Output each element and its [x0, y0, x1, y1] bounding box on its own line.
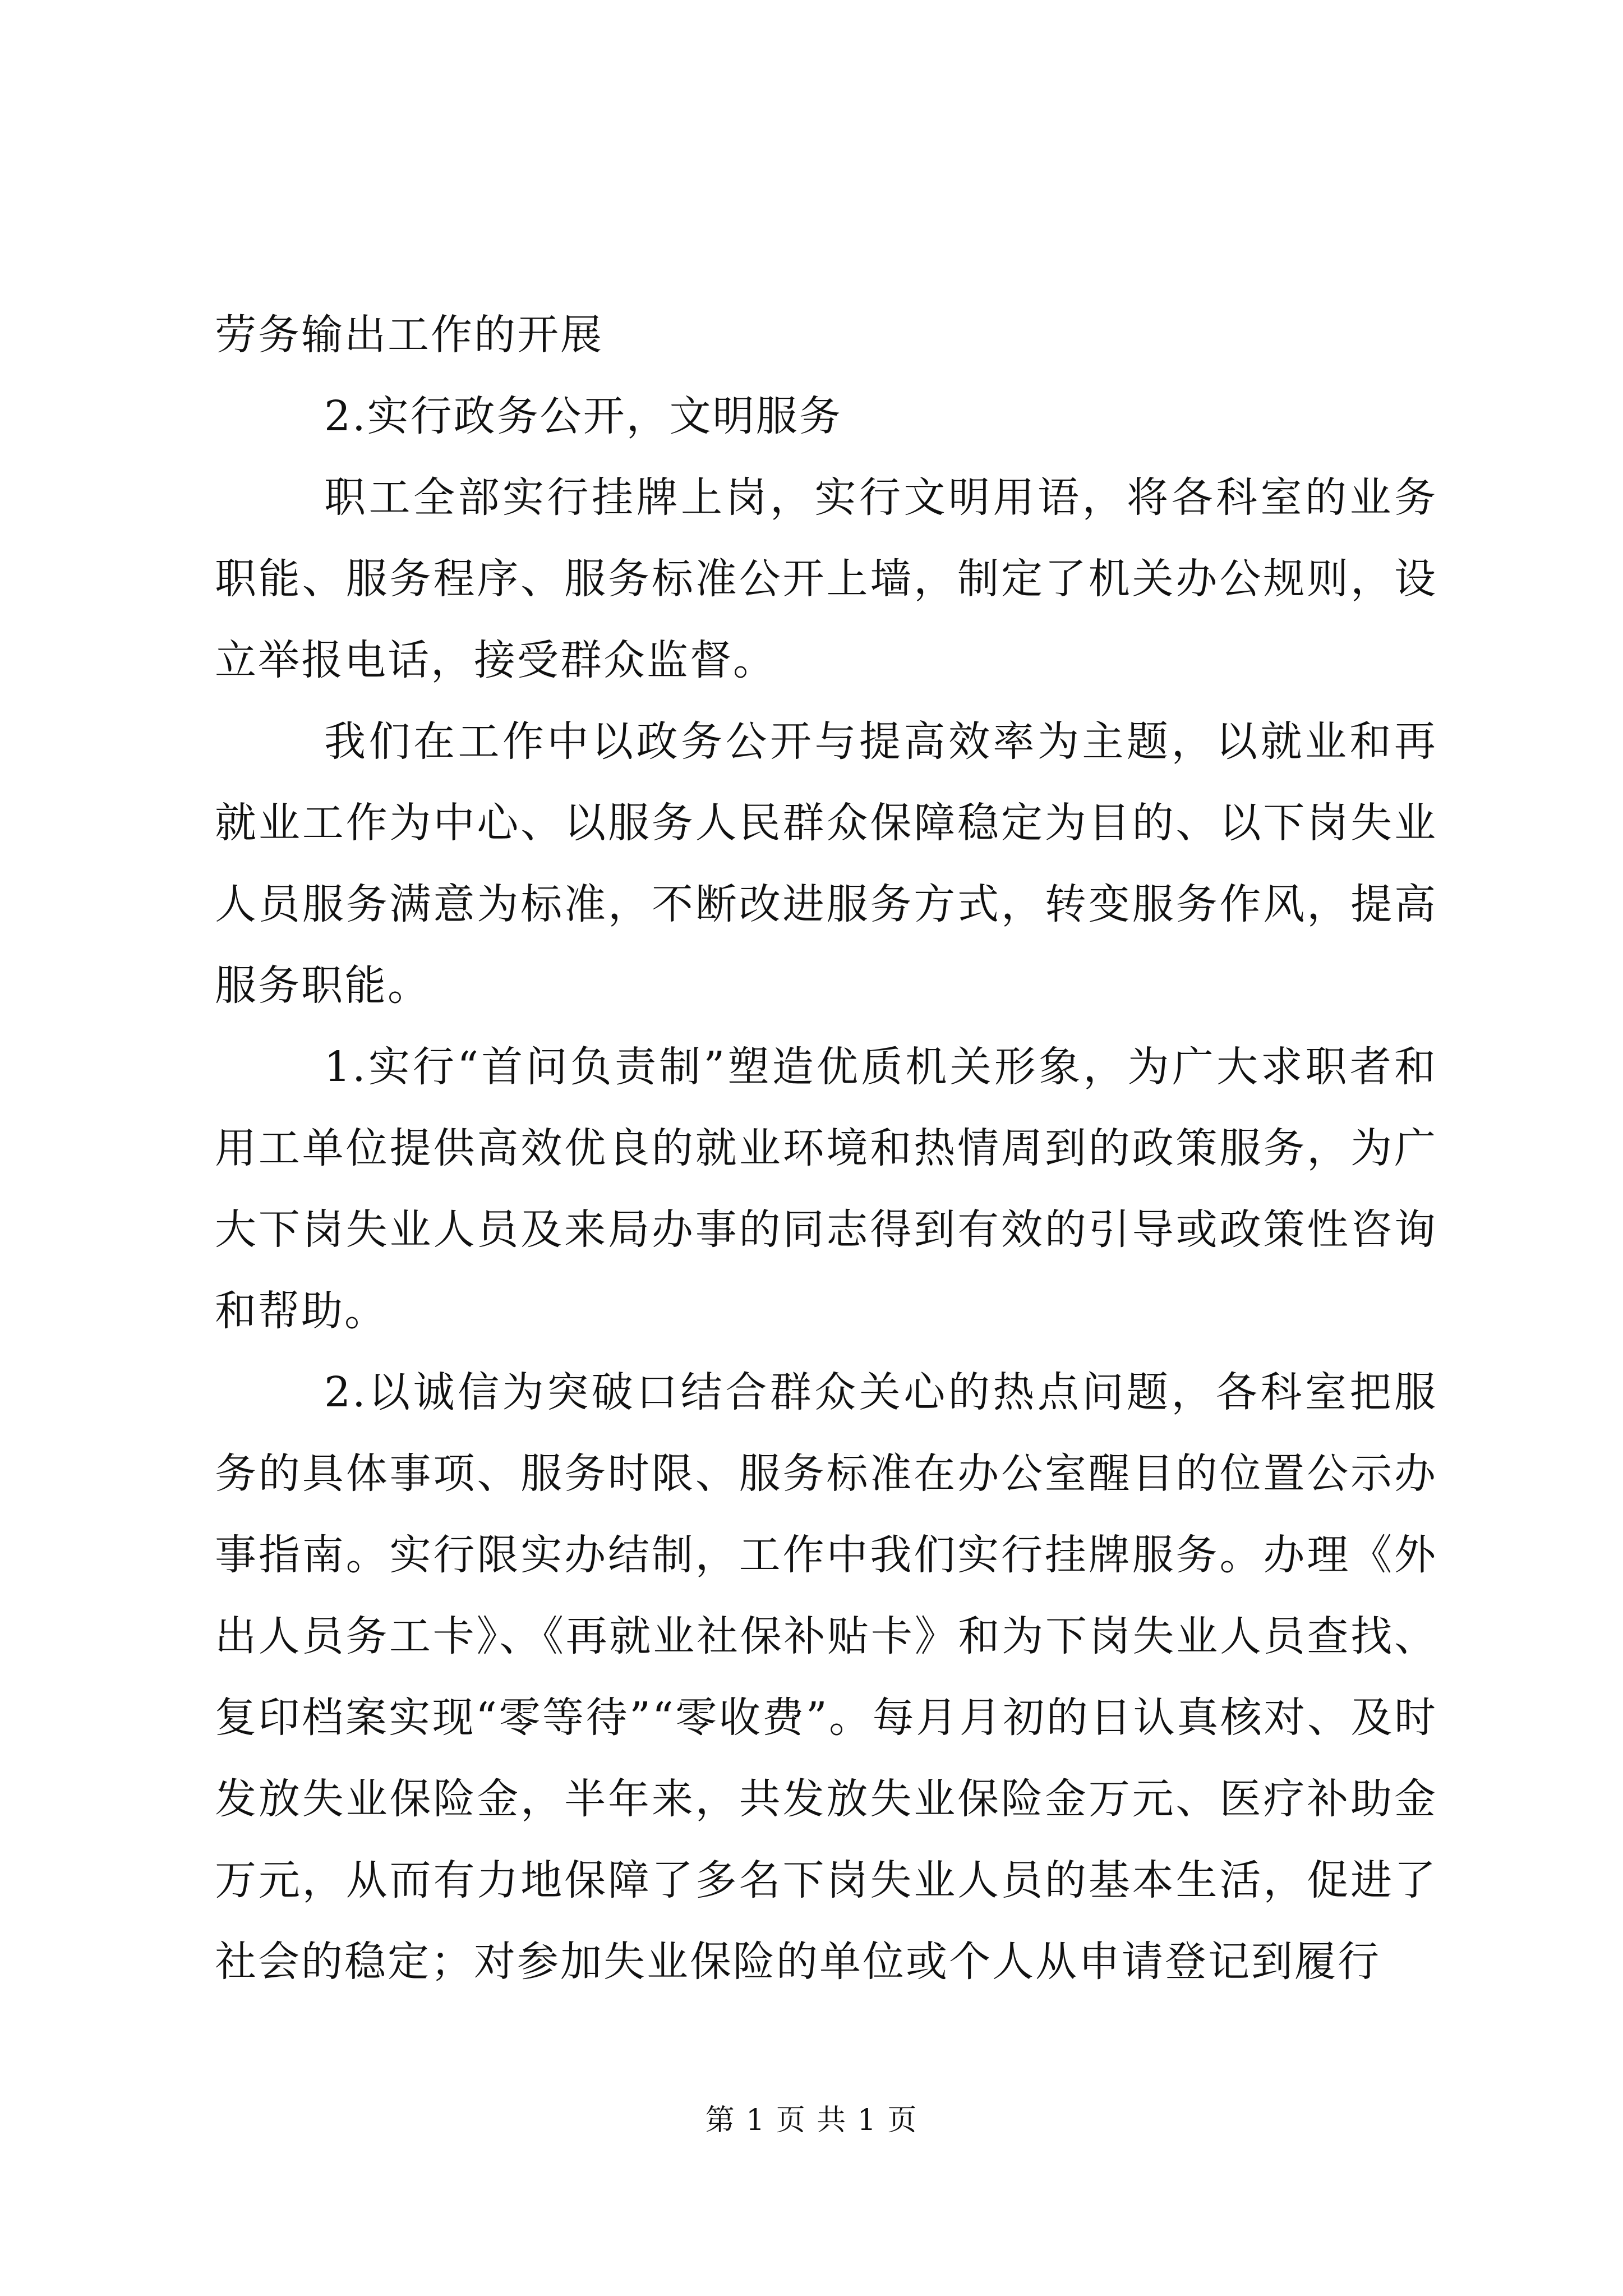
- paragraph-item-2: 2.以诚信为突破口结合群众关心的热点问题，各科室把服务的具体事项、服务时限、服务标准在办公室醒目的位置公示办事指南。实行限实办结制，工作中我们实行挂牌服务。办理《外出人员务工卡》、《再就业社保补贴卡》和为下岗失业人员查找、复印档案实现“零等待”“零收费”。每月月初的日认真核对、及时发放失业保险金，半年来，共发放失业保险金万元、医疗补助金万元，从而有力地保障了多名下岗失业人员的基本生活，促进了社会的稳定；对参加失业保险的单位或个人从申请登记到履行: [215, 1368, 1437, 1986]
- document-body: [215, 295, 1437, 2003]
- paragraph-continuation: 劳务输出工作的开展: [215, 311, 603, 359]
- paragraph-item-1: 1.实行“首问负责制”塑造优质机关形象，为广大求职者和用工单位提供高效优良的就业环境和热情周到的政策服务，为广大下岗失业人员及来局办事的同志得到有效的引导或政策性咨询和帮助。: [215, 1043, 1437, 1335]
- paragraph-heading-2: 2.实行政务公开，文明服务: [324, 392, 842, 440]
- paragraph-staff-service: 职工全部实行挂牌上岗，实行文明用语，将各科室的业务职能、服务程序、服务标准公开上墙，制定了机关办公规则，设立举报电话，接受群众监督。: [215, 473, 1437, 684]
- page-footer: 第 1 页 共 1 页: [705, 2104, 918, 2137]
- paragraph-work-theme: 我们在工作中以政务公开与提高效率为主题，以就业和再就业工作为中心、以服务人民群众保障稳定为目的、以下岗失业人员服务满意为标准，不断改进服务方式，转变服务作风，提高服务职能。: [215, 717, 1437, 1010]
